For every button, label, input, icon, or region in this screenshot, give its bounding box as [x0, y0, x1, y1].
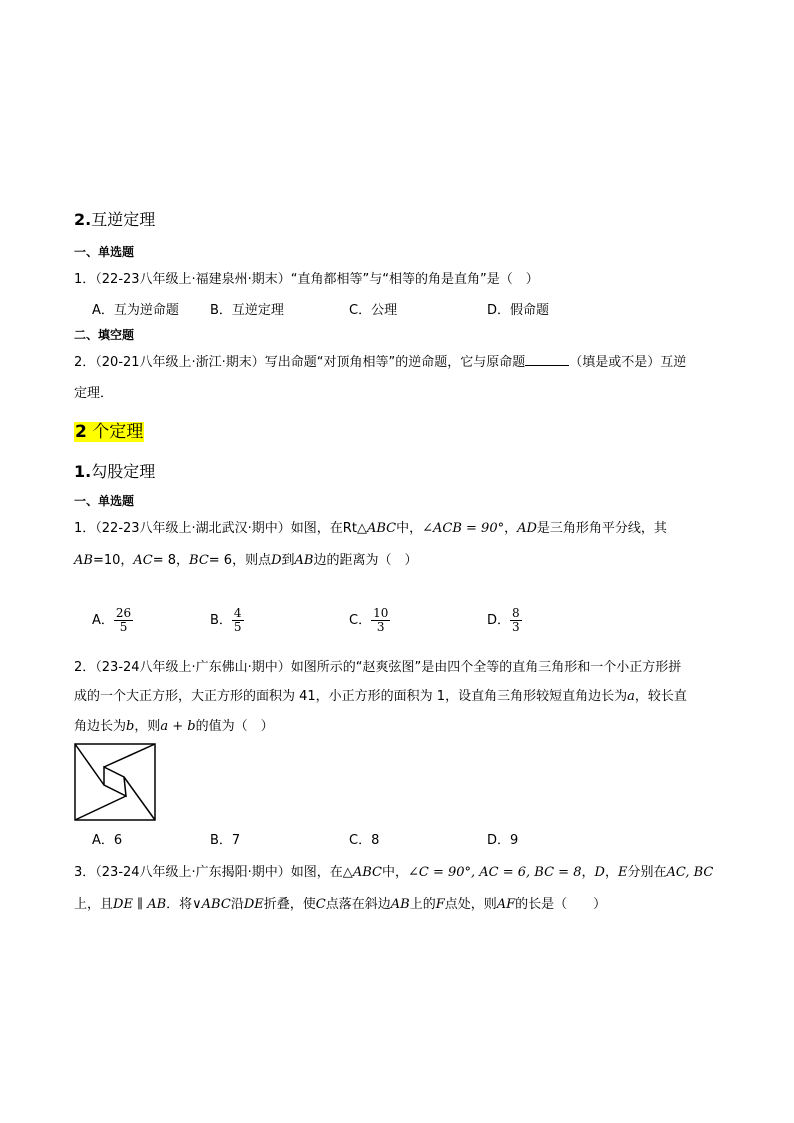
- question-1-option-c[interactable]: C．公理: [349, 303, 398, 318]
- triangle-edge-2: [104, 744, 155, 767]
- question-1-option-a[interactable]: A．互为逆命题: [92, 303, 179, 318]
- question-2-line-2: 定理．: [74, 386, 114, 401]
- pyth-question-2-option-d[interactable]: D．9: [487, 833, 519, 848]
- section-number: 1.: [74, 462, 92, 481]
- fraction: $\frac{10}{3}$: [373, 606, 389, 634]
- pyth-question-3-line-2: 上，且DE ∥ AB．将∨ABC沿DE折叠，使C点落在斜边AB上的F点处，则AF的长是（ ）: [74, 897, 607, 912]
- question-1-option-b[interactable]: B．互逆定理: [210, 303, 284, 318]
- fraction: $\frac{4}{5}$: [233, 606, 242, 634]
- triangle-edge-4: [75, 796, 126, 820]
- part-heading-two-theorems: [74, 417, 144, 442]
- section-title-converse-theorem: [74, 207, 155, 230]
- pyth-question-2-line-2: 成的一个大正方形，大正方形的面积为 41，小正方形的面积为 1，设直角三角形较短直角边长为a，较长直: [74, 689, 687, 704]
- category-fill-blank: 二、填空题: [74, 328, 135, 342]
- pyth-question-3-line-1: 3．（23-24八年级上·广东揭阳·期中）如图，在△ABC中，∠C = 90°, AC = 6, BC = 8，D，E分别在AC, BC: [74, 865, 714, 880]
- question-1-text: 1．（22-23八年级上·福建泉州·期末）“直角都相等”与“相等的角是直角”是（ ）: [74, 272, 539, 287]
- pyth-question-1-option-d[interactable]: D． $\frac{8}{3}$: [487, 606, 520, 634]
- triangle-edge-1: [75, 744, 104, 785]
- section-title-text: 勾股定理: [91, 462, 156, 481]
- category-single-choice: 一、单选题: [74, 494, 135, 508]
- triangle-edge-3: [124, 777, 155, 820]
- section-number: 2.: [74, 210, 92, 229]
- pyth-question-2-option-b[interactable]: B．7: [210, 833, 241, 848]
- pyth-question-1-option-b[interactable]: B． $\frac{4}{5}$: [210, 606, 242, 634]
- section-title-pythagorean: [74, 459, 155, 482]
- fraction: $\frac{8}{3}$: [512, 606, 520, 634]
- pyth-question-2-option-c[interactable]: C．8: [349, 833, 380, 848]
- pyth-question-1-option-a[interactable]: A． $\frac{26}{5}$: [92, 606, 132, 634]
- question-2-line-1: 2．（20-21八年级上·浙江·期末）写出命题“对顶角相等”的逆命题，它与原命题 （填是或不是）互逆: [74, 355, 687, 370]
- pyth-question-1-option-c[interactable]: C． $\frac{10}{3}$: [349, 606, 389, 634]
- pyth-question-2-line-1: 2．（23-24八年级上·广东佛山·期中）如图所示的“赵爽弦图”是由四个全等的直角三角形和一个小正方形拼: [74, 660, 682, 675]
- fraction: $\frac{26}{5}$: [115, 606, 132, 634]
- answer-blank[interactable]: [525, 353, 569, 366]
- question-1-option-d[interactable]: D．假命题: [487, 303, 550, 318]
- inner-square: [104, 767, 126, 796]
- pyth-question-1-line-2: AB=10，AC= 8，BC= 6，则点D到AB边的距离为（ ）: [74, 553, 418, 568]
- category-single-choice: 一、单选题: [74, 245, 135, 259]
- part-number: 2: [75, 422, 87, 442]
- pyth-question-2-option-a[interactable]: A．6: [92, 833, 123, 848]
- part-title: 个定理: [92, 422, 144, 442]
- outer-square: [75, 744, 155, 820]
- pyth-question-1-line-1: 1．（22-23八年级上·湖北武汉·期中）如图，在Rt△ABC中，∠ACB = 90°，AD是三角形角平分线，其: [74, 521, 667, 536]
- pyth-question-2-line-3: 角边长为b，则a + b的值为（ ）: [74, 719, 274, 734]
- section-title-text: 互逆定理: [91, 210, 156, 229]
- zhao-shuang-diagram: [74, 743, 156, 821]
